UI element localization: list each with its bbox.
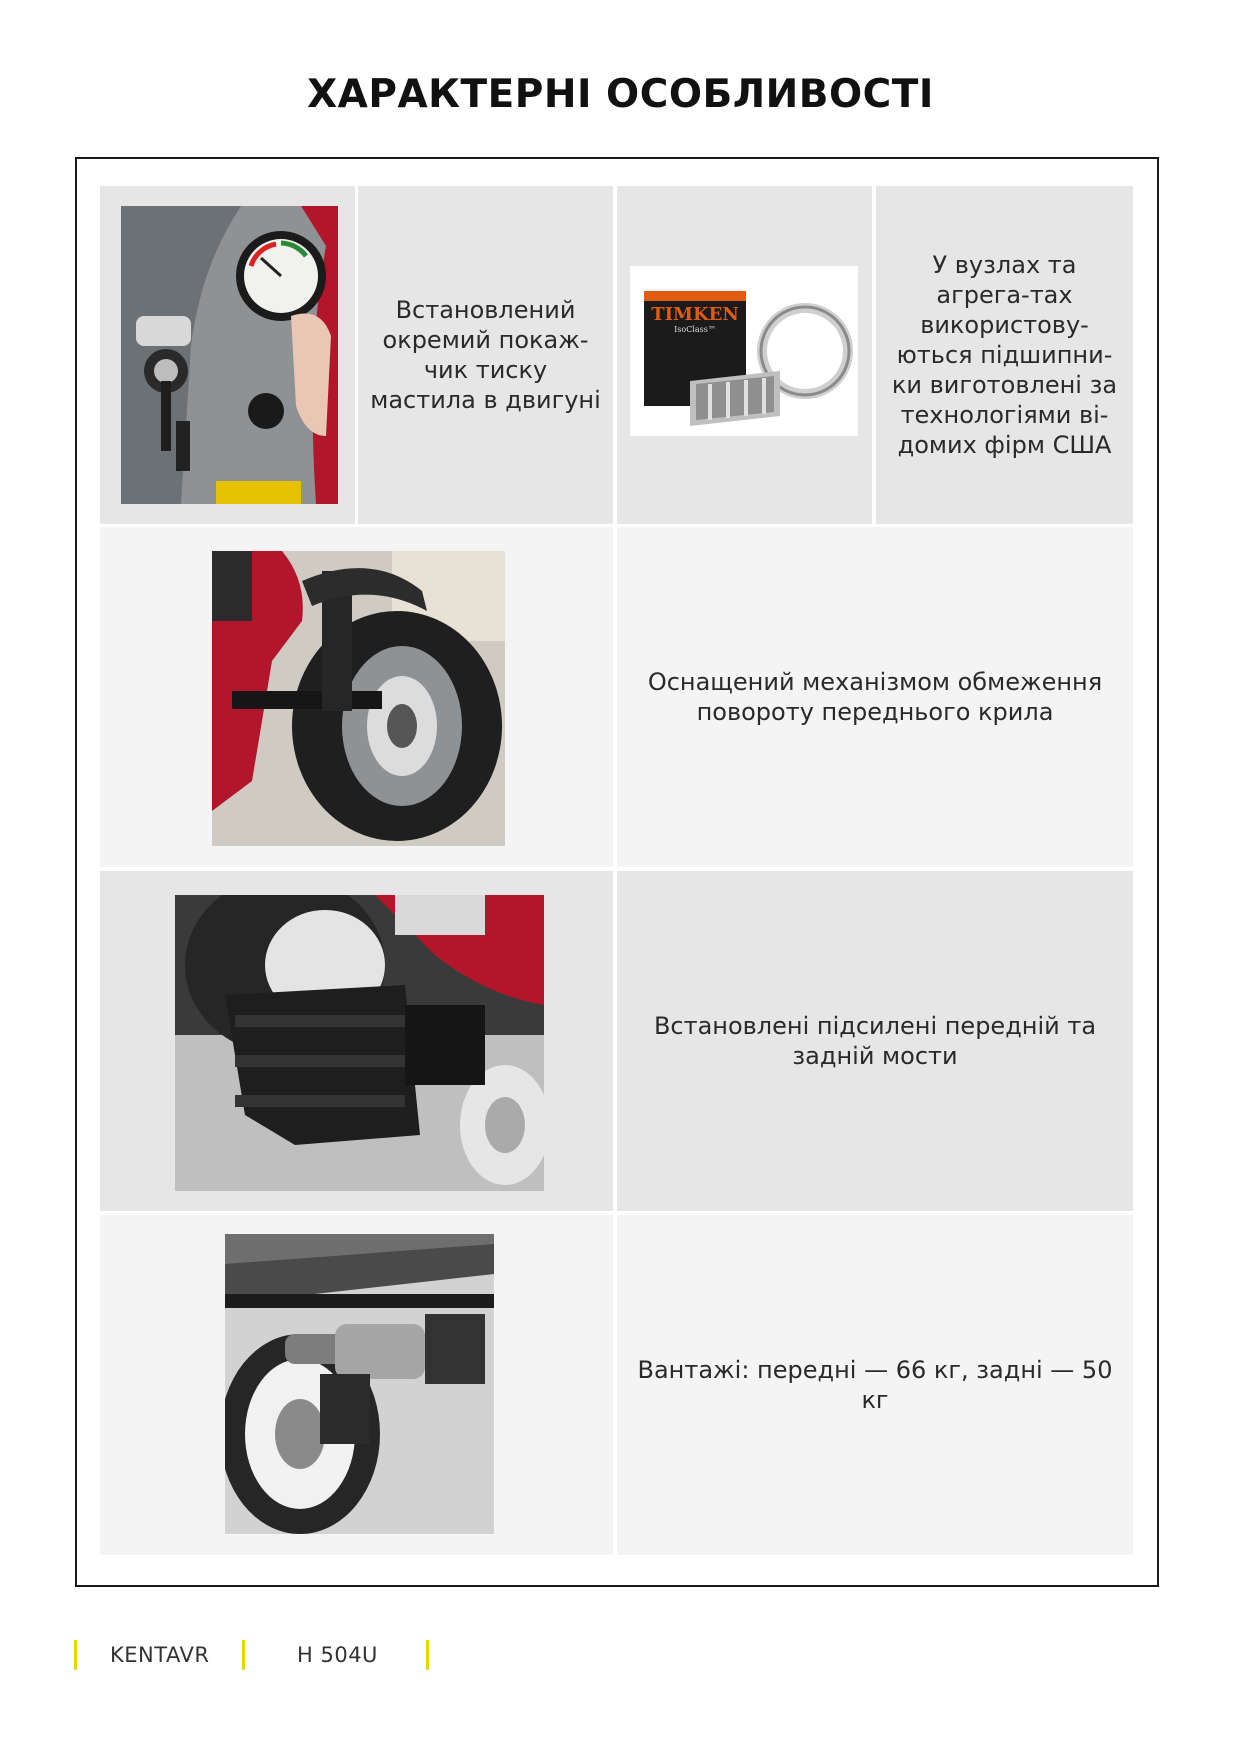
timken-logo-subtext: IsoClass™ xyxy=(674,325,716,334)
timken-logo-text: TIMKEN xyxy=(651,304,739,325)
rear-axle-photo xyxy=(225,1234,494,1534)
footer-divider xyxy=(242,1640,245,1670)
feature-text-oil-gauge: Встановлений окремий покаж-чик тиску мастила в двигуні xyxy=(370,296,601,414)
feature-cell-oil-gauge-text xyxy=(358,186,613,524)
front-weights-photo xyxy=(175,895,544,1191)
feature-cell-bearing-image xyxy=(617,186,872,524)
feature-cell-fender-image xyxy=(100,527,613,867)
feature-cell-weights-image xyxy=(100,1215,613,1555)
feature-text-bearing: У вузлах та агрега-тах використову-ються підшипни-ки виготовлені за технологіями ві-домих фірм США xyxy=(891,251,1118,459)
feature-cell-axles-text xyxy=(617,871,1133,1211)
feature-cell-axles-image xyxy=(100,871,613,1211)
front-wheel-fender-photo xyxy=(212,551,505,846)
feature-cell-weights-text xyxy=(617,1215,1133,1555)
footer-divider xyxy=(74,1640,77,1670)
feature-text-weights: Вантажі: передні — 66 кг, задні — 50 кг xyxy=(637,1356,1113,1414)
timken-logo xyxy=(644,304,746,334)
page-footer xyxy=(0,1640,1241,1680)
footer-model: H 504U xyxy=(297,1643,378,1667)
feature-cell-oil-gauge-image xyxy=(100,186,355,524)
feature-cell-bearing-text xyxy=(876,186,1133,524)
timken-bearing-photo xyxy=(630,266,858,436)
oil-pressure-gauge-photo xyxy=(121,206,338,504)
footer-divider xyxy=(426,1640,429,1670)
page-title: ХАРАКТЕРНІ ОСОБЛИВОСТІ xyxy=(307,72,934,117)
feature-text-fender: Оснащений механізмом обмеження повороту переднього крила xyxy=(647,668,1103,726)
feature-text-axles: Встановлені підсилені передній та задній мости xyxy=(653,1012,1097,1070)
feature-cell-fender-text xyxy=(617,527,1133,867)
footer-brand: KENTAVR xyxy=(110,1643,210,1667)
